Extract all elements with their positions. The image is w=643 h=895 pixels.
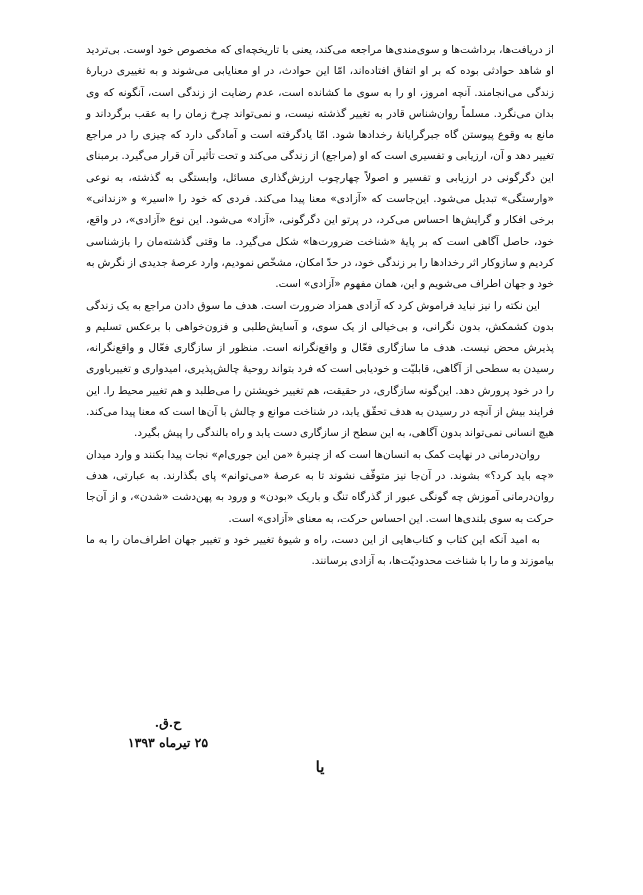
signature-block [98, 713, 238, 753]
paragraph-4: به امید آنکه این کتاب و کتاب‌هایی از این دست، راه و شیوهٔ تغییر خود و تغییر جهان اطراف‌مان را به ما بیاموزند و ما را با شناخت محدودیّت‌ها، به آزادی برسانند. [86, 533, 554, 568]
signature-date: ۲۵ تیرماه ۱۳۹۳ [127, 735, 209, 750]
body-text [86, 40, 554, 572]
paragraph-1: از دریافت‌ها، برداشت‌ها و سوی‌مندی‌ها مراجعه می‌کند، یعنی با تاریخچه‌ای که مخصوص خود اوست. بی‌تردید او شاهد حوادثی بوده که بر او اتفاق افتاده‌اند، امّا این حوادث، در او معنایابی می‌شوند و به تغییری دربارهٔ زندگی می‌انجامند. آنچه امروز، او را به سوی ما کشانده است، عدم رضایت از زندگی است، آنگونه که وی بدان می‌نگرد. مسلماً روان‌شناس قادر به تغییر گذشته نیست، و نمی‌تواند چرخ زمان را به عقب برگرداند و مانع به وقوع پیوستن گاه جبرگرایانهٔ رخدادها شود. امّا یادگرفته است و آمادگی دارد که چیزی را در مراجع تغییر دهد و آن، ارزیابی و تفسیری است که او (مراجع) از زندگی می‌کند و تحت تأثیر آن قرار می‌گیرد. برمبنای این دگرگونی در ارزیابی و تفسیر و اصولاً چهارچوب ارزش‌گذاری مسائل، وابستگی به گذشته، به نوعی «وارستگی» تبدیل می‌شود. این‌جاست که «آزادی» معنا پیدا می‌کند. فردی که خود را «اسیر» و «زندانی» برخی افکار و گرایش‌ها احساس می‌کرد، در پرتو این دگرگونی، «آزاد» می‌شود. این نوع «آزادی»، در واقع، خود، حاصل آگاهی است که بر پایهٔ «شناخت ضرورت‌ها» شکل می‌گیرد. ما وقتی گذشته‌مان را بازشناسی کردیم و سازوکار اثر رخدادها را بر زندگی خود، در حدّ امکان، مشخّص نمودیم، وارد عرصهٔ جدیدی از نگرش به خود و جهان اطراف می‌شویم و این، همان مفهوم «آزادی» است. [86, 44, 554, 291]
paragraph-3: روان‌درمانی در نهایت کمک به انسان‌ها است که از چنبرهٔ «من این جوری‌ام» نجات پیدا بکنند و وارد میدان «چه باید کرد؟» بشوند. در آن‌جا نیز متوقّف نشوند تا به عرصهٔ «می‌توانم» پای بگذارند. به عبارتی، هدف روان‌درمانی آموزش چه گونگی عبور از گذرگاه تنگ و باریک «بودن» و ورود به پهن‌دشت «شدن»، و از آن‌جا حرکت به سوی بلندی‌ها است. این احساس حرکت، به معنای «آزادی» است. [86, 448, 554, 525]
author-initials: ح.ق. [154, 715, 182, 730]
paragraph-2: این نکته را نیز نباید فراموش کرد که آزادی همزاد ضرورت است. هدف ما سوق دادن مراجع به یک زندگی بدون کشمکش، بدون نگرانی، و بی‌خیالی از یک سوی، و آسایش‌طلبی و فزون‌خواهی با برعکس تسلیم و پذیرش محض نیست. هدف ما سازگاری فعّال و واقع‌نگرانه است. منظور از سازگاری فعّال و واقع‌نگرانه، رسیدن به سطحی از آگاهی، قابلیّت و خودیابی است که فرد بتواند روحیهٔ چالش‌پذیری، امیدواری و تغییرباوری را در خود پرورش دهد. این‌گونه سازگاری، در حقیقت، هم تغییر خویشتن را می‌طلبد و هم تغییر محیط را. این فرایند بیش از آنچه در رسیدن به هدف تحقّق یابد، در شناخت موانع و چالش با آن‌ها است که معنا پیدا می‌کند. هیچ انسانی نمی‌تواند بدون آگاهی، به این سطح از سازگاری دست یابد و راه بالندگی را پیش بگیرد. [86, 299, 554, 440]
page-number: یا [315, 758, 325, 776]
